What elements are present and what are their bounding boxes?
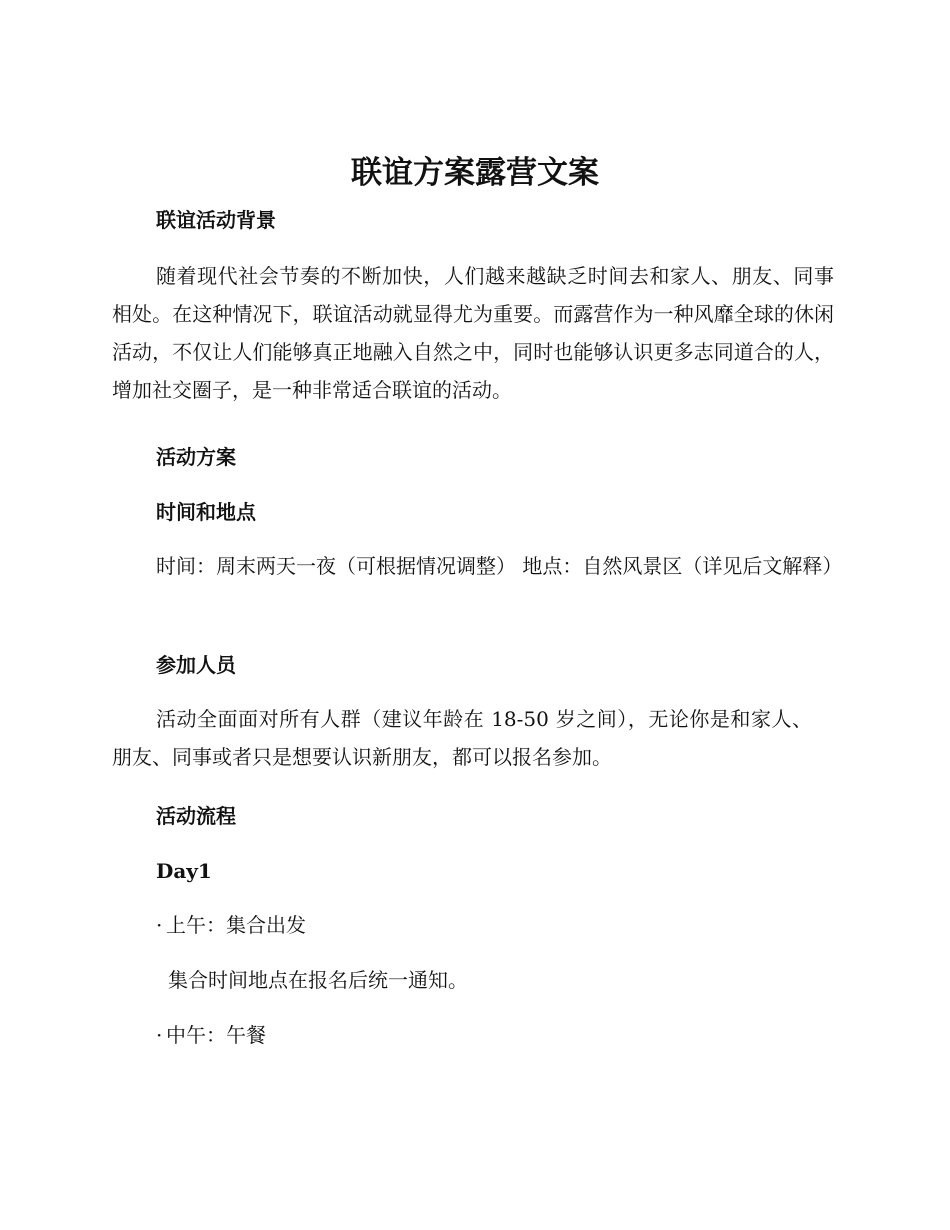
bullet-noon (156, 1020, 266, 1050)
section-heading-participants: 参加人员 (156, 653, 236, 677)
morning-detail: 集合时间地点在报名后统一通知。 (168, 968, 468, 992)
background-paragraph: 随着现代社会节奏的不断加快，人们越来越缺乏时间去和家人、朋友、同事相处。在这种情况下，联谊活动就显得尤为重要。而露营作为一种风靡全球的休闲活动，不仅让人们能够真正地融入自然之中，同时也能够认识更多志同道合的人，增加社交圈子，是一种非常适合联谊的活动。 (112, 264, 834, 402)
bullet-morning-text: 上午：集合出发 (166, 913, 306, 937)
participants-paragraph: 活动全面面对所有人群（建议年龄在 18-50 岁之间），无论你是和家人、朋友、同事或者只是想要认识新朋友，都可以报名参加。 (112, 707, 812, 769)
time-place-paragraph: 时间：周末两天一夜（可根据情况调整） 地点：自然风景区（详见后文解释） (156, 554, 843, 578)
bullet-morning (156, 910, 306, 940)
bullet-noon-text: 中午：午餐 (166, 1023, 266, 1047)
document-title: 联谊方案露营文案 (351, 155, 599, 191)
day1-heading: Day1 (156, 859, 212, 883)
section-heading-process: 活动流程 (156, 804, 236, 828)
bullet-icon: · (156, 913, 163, 937)
section-heading-time-place: 时间和地点 (156, 500, 256, 524)
section-heading-plan: 活动方案 (156, 445, 236, 469)
bullet-icon: · (156, 1023, 163, 1047)
section-heading-background: 联谊活动背景 (156, 208, 276, 232)
